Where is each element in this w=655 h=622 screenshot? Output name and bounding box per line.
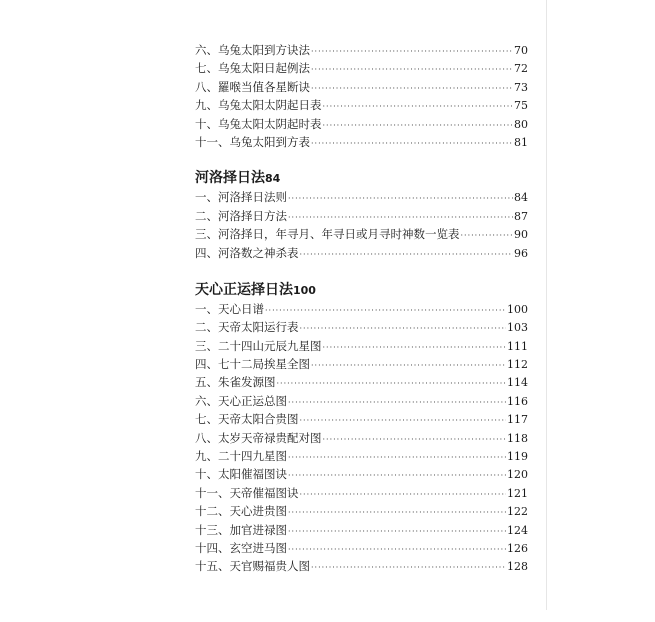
toc-entry[interactable] [195, 78, 528, 96]
toc-entry[interactable] [195, 244, 528, 262]
dot-leader [288, 394, 506, 412]
toc-entry-page: 119 [507, 450, 528, 464]
toc-entry[interactable] [195, 318, 528, 336]
toc-entry-label: 十、太阳催福图诀 [195, 467, 287, 482]
toc-entry[interactable] [195, 300, 528, 318]
toc-entry-label: 八、羅喉当值各星断诀 [195, 79, 310, 94]
toc-entry[interactable] [195, 188, 528, 206]
toc-entry-label: 十四、玄空进马图 [195, 540, 287, 555]
toc-entry-label: 三、河洛择日，年寻月、年寻日或月寻时神数一览表 [195, 227, 460, 242]
toc-entry-label: 五、朱雀发源图 [195, 375, 276, 390]
dot-leader [300, 320, 507, 338]
dot-leader [461, 227, 514, 245]
toc-entry-label: 一、河洛择日法则 [195, 190, 287, 205]
dot-leader [311, 135, 513, 153]
toc-entry[interactable] [195, 447, 528, 465]
toc-entry-page: 90 [514, 228, 528, 242]
toc-entry[interactable] [195, 539, 528, 557]
toc-group-a [195, 41, 528, 151]
section-title-text: 天心正运择日法 [195, 281, 293, 298]
dot-leader [288, 523, 506, 541]
toc-entry-page: 87 [514, 209, 528, 223]
toc-entry-label: 七、天帝太阳合贵图 [195, 412, 299, 427]
toc-entry-page: 103 [507, 321, 528, 335]
toc-entry-page: 75 [514, 99, 528, 113]
toc-entry-label: 十三、加官进禄图 [195, 522, 287, 537]
toc-entry-page: 114 [507, 376, 528, 390]
toc-entry-label: 四、七十二局挨星全图 [195, 357, 310, 372]
toc-entry-page: 81 [514, 135, 528, 149]
toc-entry[interactable] [195, 373, 528, 391]
dot-leader [311, 357, 506, 375]
toc-entry-label: 十一、乌兔太阳到方表 [195, 134, 310, 149]
dot-leader [300, 486, 507, 504]
section-title-page: 84 [265, 172, 281, 186]
toc-entry[interactable] [195, 225, 528, 243]
toc-entry-label: 六、天心正运总图 [195, 393, 287, 408]
dot-leader [323, 117, 514, 135]
toc-entry-page: 120 [507, 468, 528, 482]
toc-entry[interactable] [195, 429, 528, 447]
section-heading[interactable] [195, 280, 528, 300]
dot-leader [323, 339, 507, 357]
toc-entry-label: 一、天心日谱 [195, 301, 264, 316]
section-title-text: 河洛择日法 [195, 170, 265, 187]
toc-entry[interactable] [195, 337, 528, 355]
toc-entry-label: 十一、天帝催福图诀 [195, 485, 299, 500]
dot-leader [288, 504, 506, 522]
toc-entry[interactable] [195, 59, 528, 77]
toc-entry-page: 100 [507, 302, 528, 316]
toc-entry-label: 二、天帝太阳运行表 [195, 320, 299, 335]
toc-entry[interactable] [195, 355, 528, 373]
table-of-contents [195, 41, 528, 576]
dot-leader [288, 541, 506, 559]
dot-leader [300, 412, 507, 430]
toc-entry[interactable] [195, 207, 528, 225]
toc-section-heluo [195, 168, 528, 262]
toc-entry[interactable] [195, 133, 528, 151]
toc-entry-label: 十五、天官赐福贵人图 [195, 559, 310, 574]
dot-leader [311, 559, 506, 577]
toc-entry[interactable] [195, 557, 528, 575]
toc-entry[interactable] [195, 410, 528, 428]
dot-leader [311, 61, 513, 79]
dot-leader [277, 375, 507, 393]
toc-entry-label: 八、太岁天帝禄贵配对图 [195, 430, 322, 445]
toc-section-tianxin [195, 280, 528, 576]
toc-entry[interactable] [195, 115, 528, 133]
toc-entry-page: 73 [514, 80, 528, 94]
toc-entry-page: 111 [507, 339, 528, 353]
toc-entry-label: 六、乌兔太阳到方诀法 [195, 43, 310, 57]
toc-entry-page: 116 [507, 394, 528, 408]
dot-leader [323, 431, 507, 449]
toc-entry[interactable] [195, 465, 528, 483]
section-heading[interactable] [195, 168, 528, 188]
toc-entry-page: 121 [507, 486, 528, 500]
toc-entry-page: 122 [507, 505, 528, 519]
toc-entry[interactable] [195, 41, 528, 59]
dot-leader [311, 80, 513, 98]
toc-entry-page: 118 [507, 431, 528, 445]
toc-entry[interactable] [195, 392, 528, 410]
dot-leader [300, 246, 514, 264]
page-edge-line [546, 0, 547, 610]
toc-entry-page: 84 [514, 191, 528, 205]
toc-entry-label: 十、乌兔太阳太阴起时表 [195, 116, 322, 131]
dot-leader [323, 98, 514, 116]
toc-entry[interactable] [195, 521, 528, 539]
dot-leader [311, 43, 513, 61]
dot-leader [265, 302, 506, 320]
dot-leader [288, 449, 506, 467]
toc-entry-label: 十二、天心进贵图 [195, 504, 287, 519]
toc-entry-label: 九、乌兔太阳太阴起日表 [195, 98, 322, 113]
toc-entry-page: 96 [514, 246, 528, 260]
toc-entry-page: 80 [514, 117, 528, 131]
toc-entry[interactable] [195, 484, 528, 502]
dot-leader [288, 190, 513, 208]
toc-entry[interactable] [195, 96, 528, 114]
toc-entry[interactable] [195, 502, 528, 520]
toc-entry-label: 四、河洛数之神杀表 [195, 245, 299, 260]
toc-entry-page: 117 [507, 413, 528, 427]
section-title-page: 100 [293, 283, 316, 297]
toc-entry-label: 七、乌兔太阳日起例法 [195, 61, 310, 76]
toc-entry-page: 126 [507, 541, 528, 555]
toc-entry-label: 二、河洛择日方法 [195, 208, 287, 223]
toc-entry-page: 70 [514, 44, 528, 57]
toc-entry-label: 九、二十四九星图 [195, 449, 287, 464]
toc-entry-page: 128 [507, 560, 528, 574]
toc-entry-page: 112 [507, 358, 528, 372]
dot-leader [288, 467, 506, 485]
toc-entry-label: 三、二十四山元辰九星图 [195, 338, 322, 353]
toc-entry-page: 72 [514, 62, 528, 76]
toc-entry-page: 124 [507, 523, 528, 537]
